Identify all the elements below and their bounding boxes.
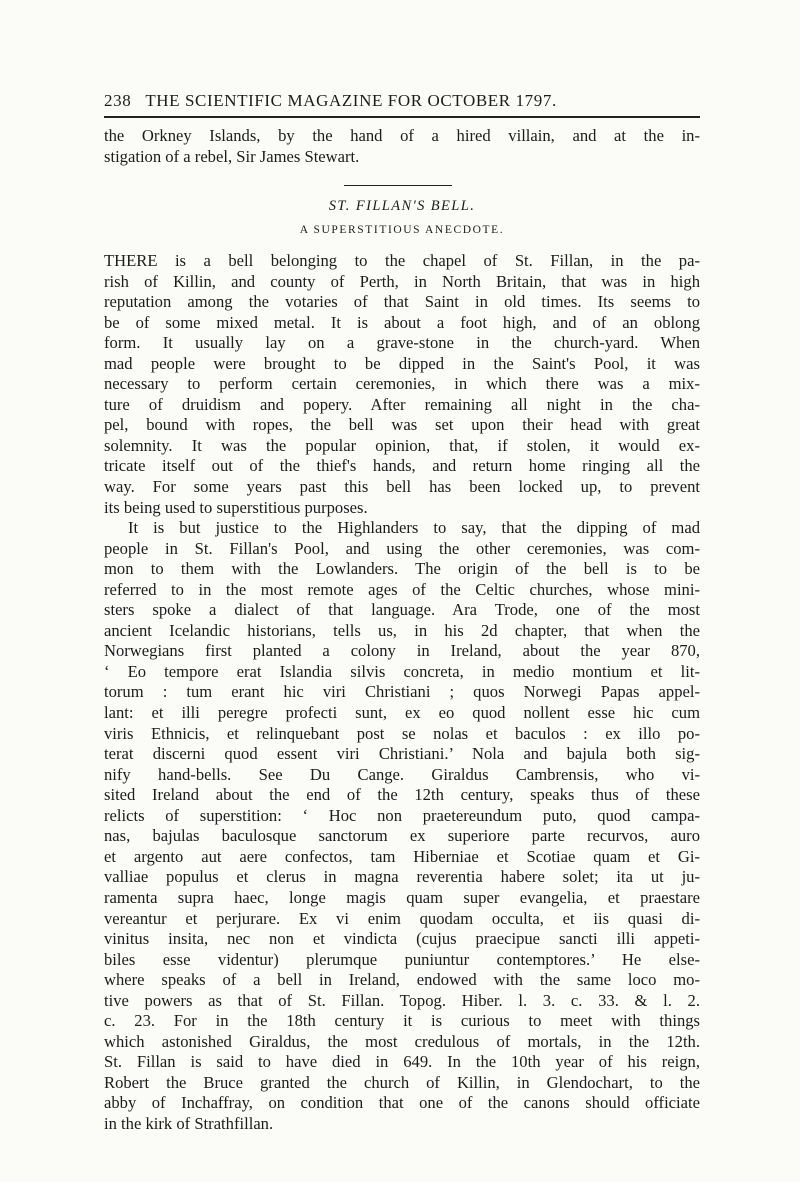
- text-line: relicts of superstition: ‘ Hoc non praetereundum puto, quod campa-: [104, 805, 700, 825]
- text-line: solemnity. It was the popular opinion, that, if stolen, it would ex-: [104, 435, 700, 455]
- text-line: ‘ Eo tempore erat Islandia silvis concreta, in medio montium et lit-: [104, 661, 700, 681]
- page-number: 238: [104, 91, 132, 110]
- text-line: be of some mixed metal. It is about a foot high, and of an oblong: [104, 312, 700, 332]
- text-line: ancient Icelandic historians, tells us, in his 2d chapter, that when the: [104, 620, 700, 640]
- text-line: where speaks of a bell in Ireland, endowed with the same loco mo-: [104, 970, 700, 990]
- text-line: referred to in the most remote ages of the Celtic churches, whose mini-: [104, 579, 700, 599]
- text-line: vinitus insita, nec non et vindicta (cujus praecipue sancti illi appeti-: [104, 929, 700, 949]
- text-line: way. For some years past this bell has been locked up, to prevent: [104, 477, 700, 497]
- article-body: [104, 251, 700, 1135]
- intro-paragraph: [104, 126, 700, 167]
- text-line: Robert the Bruce granted the church of Killin, in Glendochart, to the: [104, 1072, 700, 1092]
- text-line: the Orkney Islands, by the hand of a hired villain, and at the in-: [104, 126, 700, 145]
- running-header: [104, 91, 700, 111]
- text-line: et argento aut aere confectos, tam Hiberniae et Scotiae quam et Gi-: [104, 846, 700, 866]
- text-line: sters spoke a dialect of that language. Ara Trode, one of the most: [104, 600, 700, 620]
- text-line: tive powers as that of St. Fillan. Topog. Hiber. l. 3. c. 33. & l. 2.: [104, 990, 700, 1010]
- text-line: torum : tum erant hic viri Christiani ; quos Norwegi Papas appel-: [104, 682, 700, 702]
- text-line: ramenta supra haec, longe magis quam super evangelia, et praestare: [104, 887, 700, 907]
- text-line: ture of druidism and popery. After remaining all night in the cha-: [104, 394, 700, 414]
- text-line: rish of Killin, and county of Perth, in North Britain, that was in high: [104, 271, 700, 291]
- text-line: c. 23. For in the 18th century it is curious to meet with things: [104, 1011, 700, 1031]
- text-line: St. Fillan is said to have died in 649. In the 10th year of his reign,: [104, 1052, 700, 1072]
- header-rule: [104, 116, 700, 118]
- text-line: nify hand-bells. See Du Cange. Giraldus Cambrensis, who vi-: [104, 764, 700, 784]
- text-line: in the kirk of Strathfillan.: [104, 1113, 274, 1133]
- text-line: pel, bound with ropes, the bell was set upon their head with great: [104, 415, 700, 435]
- text-line: reputation among the votaries of that Saint in old times. Its seems to: [104, 292, 700, 312]
- text-line: sited Ireland about the end of the 12th century, speaks thus of these: [104, 785, 700, 805]
- text-line: valliae populus et clerus in magna reverentia habere solet; ita ut ju-: [104, 867, 700, 887]
- text-line: Norwegians first planted a colony in Ireland, about the year 870,: [104, 641, 700, 661]
- text-line: biles esse videntur) plerumque puniuntur contemptores.’ He else-: [104, 949, 700, 969]
- text-line: people in St. Fillan's Pool, and using the other ceremonies, was com-: [104, 538, 700, 558]
- text-line: its being used to superstitious purposes.: [104, 497, 368, 517]
- text-line: vereantur et perjurare. Ex vi enim quodam occulta, et iis quasi di-: [104, 908, 700, 928]
- text-line: mad people were brought to be dipped in the Saint's Pool, it was: [104, 353, 700, 373]
- text-line: necessary to perform certain ceremonies, in which there was a mix-: [104, 374, 700, 394]
- article-title: ST. FILLAN'S BELL.: [328, 198, 476, 214]
- text-line: tricate itself out of the thief's hands, and return home ringing all the: [104, 456, 700, 476]
- text-line: It is but justice to the Highlanders to say, that the dipping of mad: [128, 518, 700, 538]
- text-line: mon to them with the Lowlanders. The origin of the bell is to be: [104, 559, 700, 579]
- article-subtitle: A SUPERSTITIOUS ANECDOTE.: [299, 224, 505, 236]
- text-line: terat discerni quod essent viri Christiani.’ Nola and bajula both sig-: [104, 744, 700, 764]
- text-line: THERE is a bell belonging to the chapel of St. Fillan, in the pa-: [104, 251, 700, 270]
- text-line: abby of Inchaffray, on condition that one of the canons should officiate: [104, 1093, 700, 1113]
- text-line: nas, bajulas baculosque sanctorum ex superiore parte recurvos, auro: [104, 826, 700, 846]
- text-line: lant: et illi peregre profecti sunt, ex eo quod nollent esse hic cum: [104, 703, 700, 723]
- text-line: stigation of a rebel, Sir James Stewart.: [104, 146, 360, 166]
- text-line: which astonished Giraldus, the most credulous of mortals, in the 12th.: [104, 1031, 700, 1051]
- text-line: viris Ethnicis, et relinquebant post se nolas et baculos : ex illo po-: [104, 723, 700, 743]
- running-title: THE SCIENTIFIC MAGAZINE FOR OCTOBER 1797.: [145, 91, 557, 110]
- section-divider: [344, 185, 452, 186]
- text-line: form. It usually lay on a grave-stone in the church-yard. When: [104, 333, 700, 353]
